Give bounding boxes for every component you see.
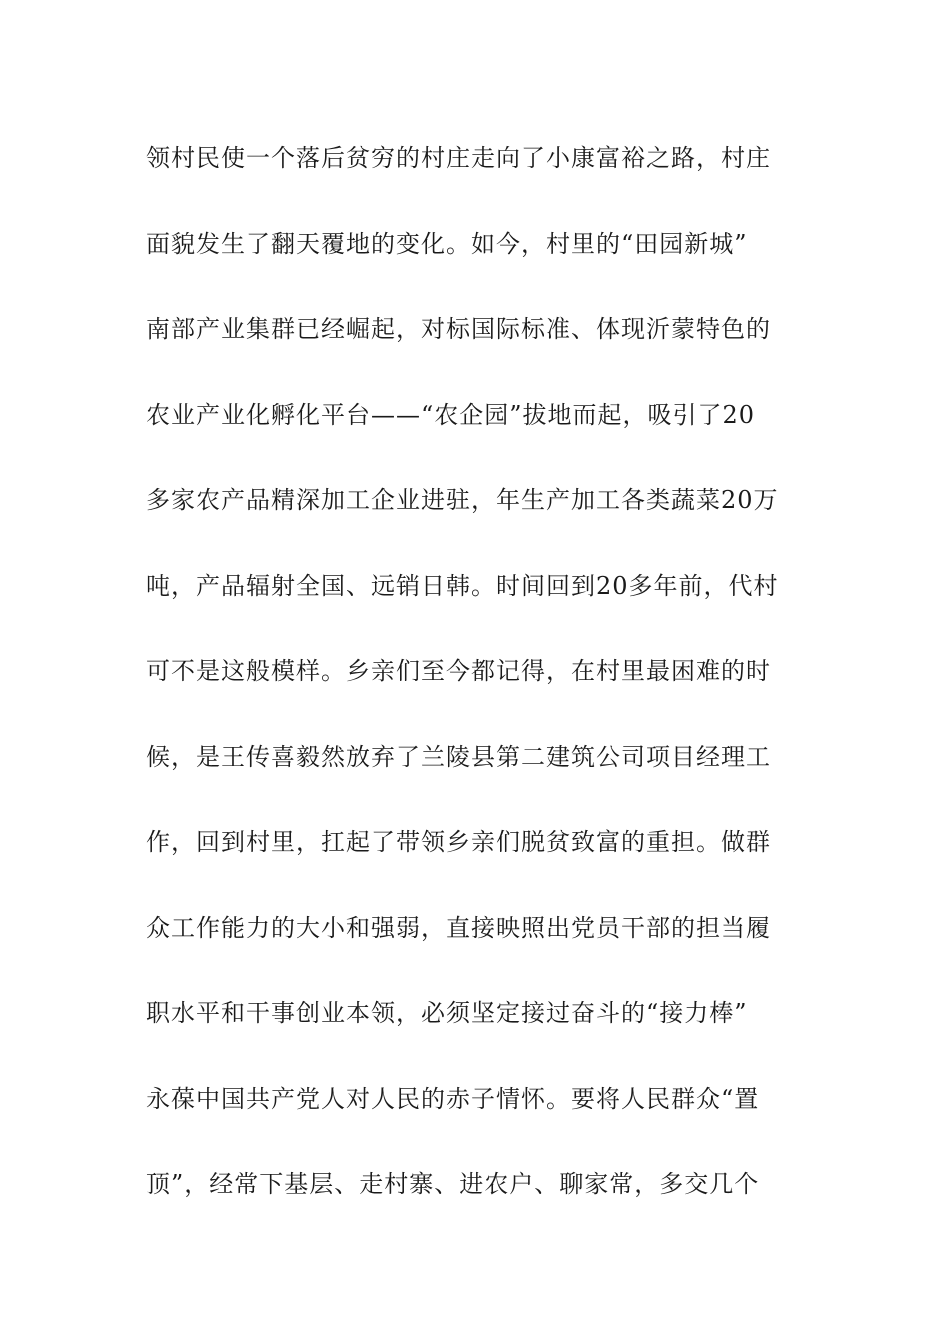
text-line: 作，回到村里，扛起了带领乡亲们脱贫致富的重担。做群 (146, 828, 771, 856)
text-line: 面貌发生了翻天覆地的变化。如今，村里的“田园新城” (146, 229, 748, 258)
body-text (146, 130, 816, 1242)
text-line: 候，是王传喜毅然放弃了兰陵县第二建筑公司项目经理工 (146, 742, 771, 771)
text-line: 领村民使一个落后贫穷的村庄走向了小康富裕之路，村庄 (146, 144, 771, 172)
text-line: 多家农产品精深加工企业进驻，年生产加工各类蔬菜20万 (146, 486, 779, 514)
text-line: 吨，产品辐射全国、远销日韩。时间回到20多年前，代村 (146, 571, 779, 600)
text-line: 职水平和干事创业本领，必须坚定接过奋斗的“接力棒” (146, 999, 748, 1027)
text-line: 众工作能力的大小和强弱，直接映照出党员干部的担当履 (146, 913, 771, 942)
text-line: 永葆中国共产党人对人民的赤子情怀。要将人民群众“置 (146, 1084, 760, 1113)
text-line: 南部产业集群已经崛起，对标国际标准、体现沂蒙特色的 (146, 315, 771, 343)
text-line: 顶”，经常下基层、走村寨、进农户、聊家常，多交几个 (146, 1170, 760, 1198)
text-line: 农业产业化孵化平台——“农企园”拔地而起，吸引了20 (146, 400, 756, 429)
text-line: 可不是这般模样。乡亲们至今都记得，在村里最困难的时 (146, 657, 771, 685)
